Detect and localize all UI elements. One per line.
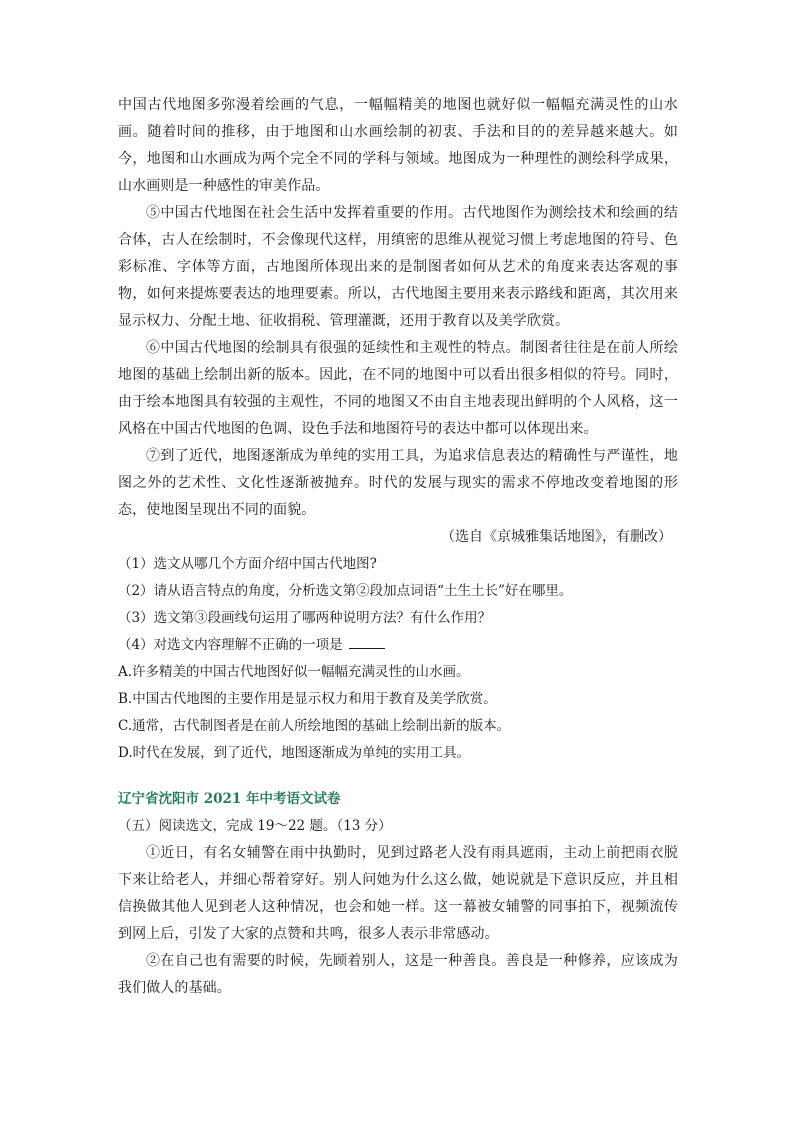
question-3: （3）选文第③段画线句运用了哪两种说明方法？有什么作用？ [118, 610, 492, 626]
article-paragraph-5: ⑤中国古代地图在社会生活中发挥着重要的作用。古代地图作为测绘技术和绘画的结合体，古人在绘制时，不会像现代这样，用缜密的思维从视觉习惯上考虑地图的符号、色彩标准、字体等方面，古地图所体现出来的是制图者如何从艺术的角度来表达客观的事物，如何来提炼要表达的地理要素。所以，古代地图主要用来表示路线和距离，其次用来显示权力、分配土地、征收捐税、管理灌溉，还用于教育以及美学欣赏。 [118, 205, 678, 329]
article-paragraph-4-continued: 中国古代地图多弥漫着绘画的气息，一幅幅精美的地图也就好似一幅幅充满灵性的山水画。随着时间的推移，由于地图和山水画绘制的初衷、手法和目的的差异越来越大。如今，地图和山水画成为两个完全不同的学科与领域。地图成为一种理性的测绘科学成果，山水画则是一种感性的审美作品。 [118, 97, 678, 194]
option-c: C.通常，古代制图者是在前人所绘地图的基础上绘制出新的版本。 [118, 718, 511, 734]
question-1: （1）选文从哪几个方面介绍中国古代地图? [118, 556, 377, 572]
article-paragraph-7: ⑦到了近代，地图逐渐成为单纯的实用工具，为追求信息表达的精确性与严谨性，地图之外的艺术性、文化性逐渐被抛弃。时代的发展与现实的需求不停地改变着地图的形态，使地图呈现出不同的面貌。 [118, 448, 678, 518]
reading-instruction: （五）阅读选文，完成 19～22 题。（13 分） [118, 818, 392, 834]
question-4 [118, 632, 678, 659]
reading-paragraph-1: ①近日，有名女辅警在雨中执勤时，见到过路老人没有雨具遮雨，主动上前把雨衣脱下来让给老人，并细心帮着穿好。别人问她为什么这么做，她说就是下意识反应，并且相信换做其他人见到老人这种情况，也会和她一样。这一幕被女辅警的同事拍下，视频流传到网上后，引发了大家的点赞和共鸣，很多人表示非常感动。 [118, 845, 678, 942]
answer-blank [349, 634, 385, 649]
article-paragraph-6: ⑥中国古代地图的绘制具有很强的延续性和主观性的特点。制图者往往是在前人所绘地图的基础上绘制出新的版本。因此，在不同的地图中可以看出很多相似的符号。同时，由于绘本地图具有较强的主观性，不同的地图又不由自主地表现出鲜明的个人风格，这一风格在中国古代地图的色调、设色手法和地图符号的表达中都可以体现出来。 [118, 340, 678, 437]
question-2: （2）请从语言特点的角度，分析选文第②段加点词语“土生土长”好在哪里。 [118, 583, 573, 599]
exam-section-title: 辽宁省沈阳市 2021 年中考语文试卷 [118, 791, 341, 807]
reading-paragraph-2: ②在自己也有需要的时候，先顾着别人，这是一种善良。善良是一种修养，应该成为我们做人的基础。 [118, 953, 678, 996]
option-d: D.时代在发展，到了近代，地图逐渐成为单纯的实用工具。 [118, 745, 471, 761]
document-page [118, 92, 678, 1002]
option-b: B.中国古代地图的主要作用是显示权力和用于教育及美学欣赏。 [118, 691, 497, 707]
question-4-text: （4）对选文内容理解不正确的一项是 [118, 637, 343, 653]
option-a: A.许多精美的中国古代地图好似一幅幅充满灵性的山水画。 [118, 664, 470, 680]
article-source: （选自《京城雅集话地图》，有删改） [441, 529, 672, 545]
